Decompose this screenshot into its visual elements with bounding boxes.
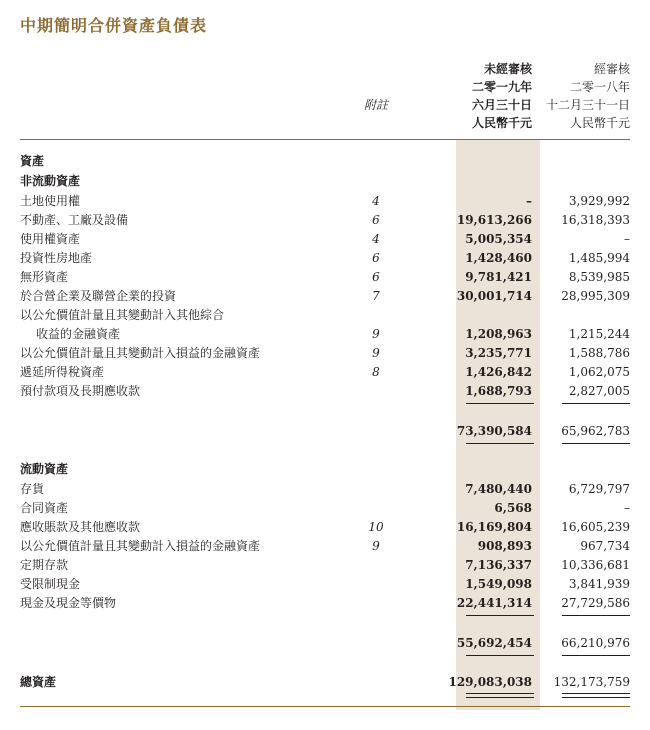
value-2018: 3,841,939 <box>568 577 630 591</box>
table-row <box>0 211 650 229</box>
table-row <box>0 480 650 498</box>
value-2019: 1,428,460 <box>465 251 532 265</box>
row-label: 合同資產 <box>20 501 69 515</box>
section-label: 流動資產 <box>20 462 69 476</box>
value-2018: 8,539,985 <box>568 270 630 284</box>
value-2019: 1,208,963 <box>465 327 532 341</box>
value-2018: 2,827,005 <box>568 384 630 398</box>
value-2019: 7,480,440 <box>465 482 532 496</box>
value-2019: 19,613,266 <box>456 213 532 227</box>
value-2018: 10,336,681 <box>561 558 630 572</box>
value-2019: 1,549,098 <box>465 577 532 591</box>
row-label: 總資產 <box>20 675 57 689</box>
value-2018: 27,729,586 <box>561 596 630 610</box>
subtotal-rule <box>466 615 534 616</box>
total-assets-row <box>0 673 650 691</box>
table-row <box>0 556 650 574</box>
row-label: 於合營企業及聯營企業的投資 <box>20 289 177 303</box>
value-2018: 132,173,759 <box>553 675 630 689</box>
row-note: 7 <box>372 289 380 303</box>
row-label: 無形資產 <box>20 270 69 284</box>
table-row <box>0 382 650 400</box>
section-non-current-assets <box>0 172 650 190</box>
row-label: 存貨 <box>20 482 45 496</box>
row-label: 使用權資產 <box>20 232 81 246</box>
value-2018: 65,962,783 <box>561 424 630 438</box>
value-2019: 7,136,337 <box>465 558 532 572</box>
subtotal-rule <box>562 615 630 616</box>
value-2019: 5,005,354 <box>465 232 532 246</box>
row-note: 6 <box>372 251 380 265</box>
value-2018: – <box>624 232 630 246</box>
section-label: 資產 <box>20 154 45 168</box>
value-2018: 1,062,075 <box>568 365 630 379</box>
row-label: 投資性房地產 <box>20 251 93 265</box>
row-note: 9 <box>372 346 380 360</box>
row-note: 6 <box>372 270 380 284</box>
value-2019: 30,001,714 <box>456 289 532 303</box>
value-2019: 6,568 <box>494 501 532 515</box>
column-header-2018: 經審核 二零一八年 十二月三十一日 人民幣千元 <box>545 62 630 130</box>
table-row <box>0 306 650 324</box>
value-2018: 6,729,797 <box>568 482 630 496</box>
row-note: 4 <box>372 194 380 208</box>
table-row <box>0 499 650 517</box>
total-double-rule <box>466 693 534 698</box>
table-row <box>0 325 650 343</box>
subtotal-rule <box>562 655 630 656</box>
value-2019: 22,441,314 <box>456 596 532 610</box>
value-2018: 28,995,309 <box>561 289 630 303</box>
table-row <box>0 575 650 593</box>
row-note: 10 <box>368 520 384 534</box>
value-2019: 1,426,842 <box>465 365 532 379</box>
value-2018: 16,605,239 <box>561 520 630 534</box>
non-current-total-row <box>0 422 650 440</box>
row-label: 現金及現金等價物 <box>20 596 117 610</box>
total-double-rule <box>562 693 630 698</box>
subtotal-rule <box>466 655 534 656</box>
row-label: 以公允價值計量且其變動計入其他綜合 <box>20 308 225 322</box>
table-row <box>0 518 650 536</box>
row-label: 定期存款 <box>20 558 69 572</box>
subtotal-rule <box>466 403 534 404</box>
table-row <box>0 363 650 381</box>
row-label: 應收賬款及其他應收款 <box>20 520 141 534</box>
footer-divider <box>20 706 630 707</box>
row-label: 土地使用權 <box>20 194 81 208</box>
subtotal-rule <box>562 403 630 404</box>
value-2018: 1,588,786 <box>568 346 630 360</box>
value-2018: 1,485,994 <box>568 251 630 265</box>
row-label: 遞延所得稅資產 <box>20 365 105 379</box>
row-label: 受限制現金 <box>20 577 81 591</box>
row-label: 以公允價值計量且其變動計入損益的金融資產 <box>20 539 261 553</box>
value-2018: 3,929,992 <box>568 194 630 208</box>
column-header-2019: 未經審核 二零一九年 六月三十日 人民幣千元 <box>471 62 532 130</box>
value-2018: – <box>624 501 630 515</box>
value-2019: 16,169,804 <box>456 520 532 534</box>
row-note: 9 <box>372 327 380 341</box>
value-2019: 129,083,038 <box>448 675 532 689</box>
value-2019: – <box>526 194 532 208</box>
row-label: 預付款項及長期應收款 <box>20 384 141 398</box>
row-note: 8 <box>372 365 380 379</box>
value-2019: 908,893 <box>477 539 532 553</box>
value-2019: 55,692,454 <box>456 636 532 650</box>
row-note: 9 <box>372 539 380 553</box>
section-label: 非流動資產 <box>20 174 81 188</box>
table-row <box>0 249 650 267</box>
table-row <box>0 594 650 612</box>
value-2019: 3,235,771 <box>465 346 532 360</box>
row-label: 收益的金融資產 <box>36 327 121 341</box>
page-title: 中期簡明合併資產負債表 <box>20 16 208 35</box>
current-total-row <box>0 634 650 652</box>
table-row <box>0 344 650 362</box>
section-current-assets <box>0 460 650 478</box>
value-2018: 1,215,244 <box>568 327 630 341</box>
value-2018: 967,734 <box>580 539 630 553</box>
value-2019: 73,390,584 <box>456 424 532 438</box>
section-assets <box>0 152 650 170</box>
value-2019: 1,688,793 <box>465 384 532 398</box>
table-row <box>0 192 650 210</box>
value-2018: 16,318,393 <box>561 213 630 227</box>
row-label: 不動產、工廠及設備 <box>20 213 129 227</box>
note-column-header: 附註 <box>363 98 388 112</box>
row-note: 4 <box>372 232 380 246</box>
subtotal-rule <box>466 443 534 444</box>
row-note: 6 <box>372 213 380 227</box>
value-2019: 9,781,421 <box>465 270 532 284</box>
subtotal-rule <box>562 443 630 444</box>
table-row <box>0 537 650 555</box>
row-label: 以公允價值計量且其變動計入損益的金融資產 <box>20 346 261 360</box>
table-row <box>0 287 650 305</box>
value-2018: 66,210,976 <box>561 636 630 650</box>
table-row <box>0 268 650 286</box>
header-divider <box>20 139 630 140</box>
table-row <box>0 230 650 248</box>
